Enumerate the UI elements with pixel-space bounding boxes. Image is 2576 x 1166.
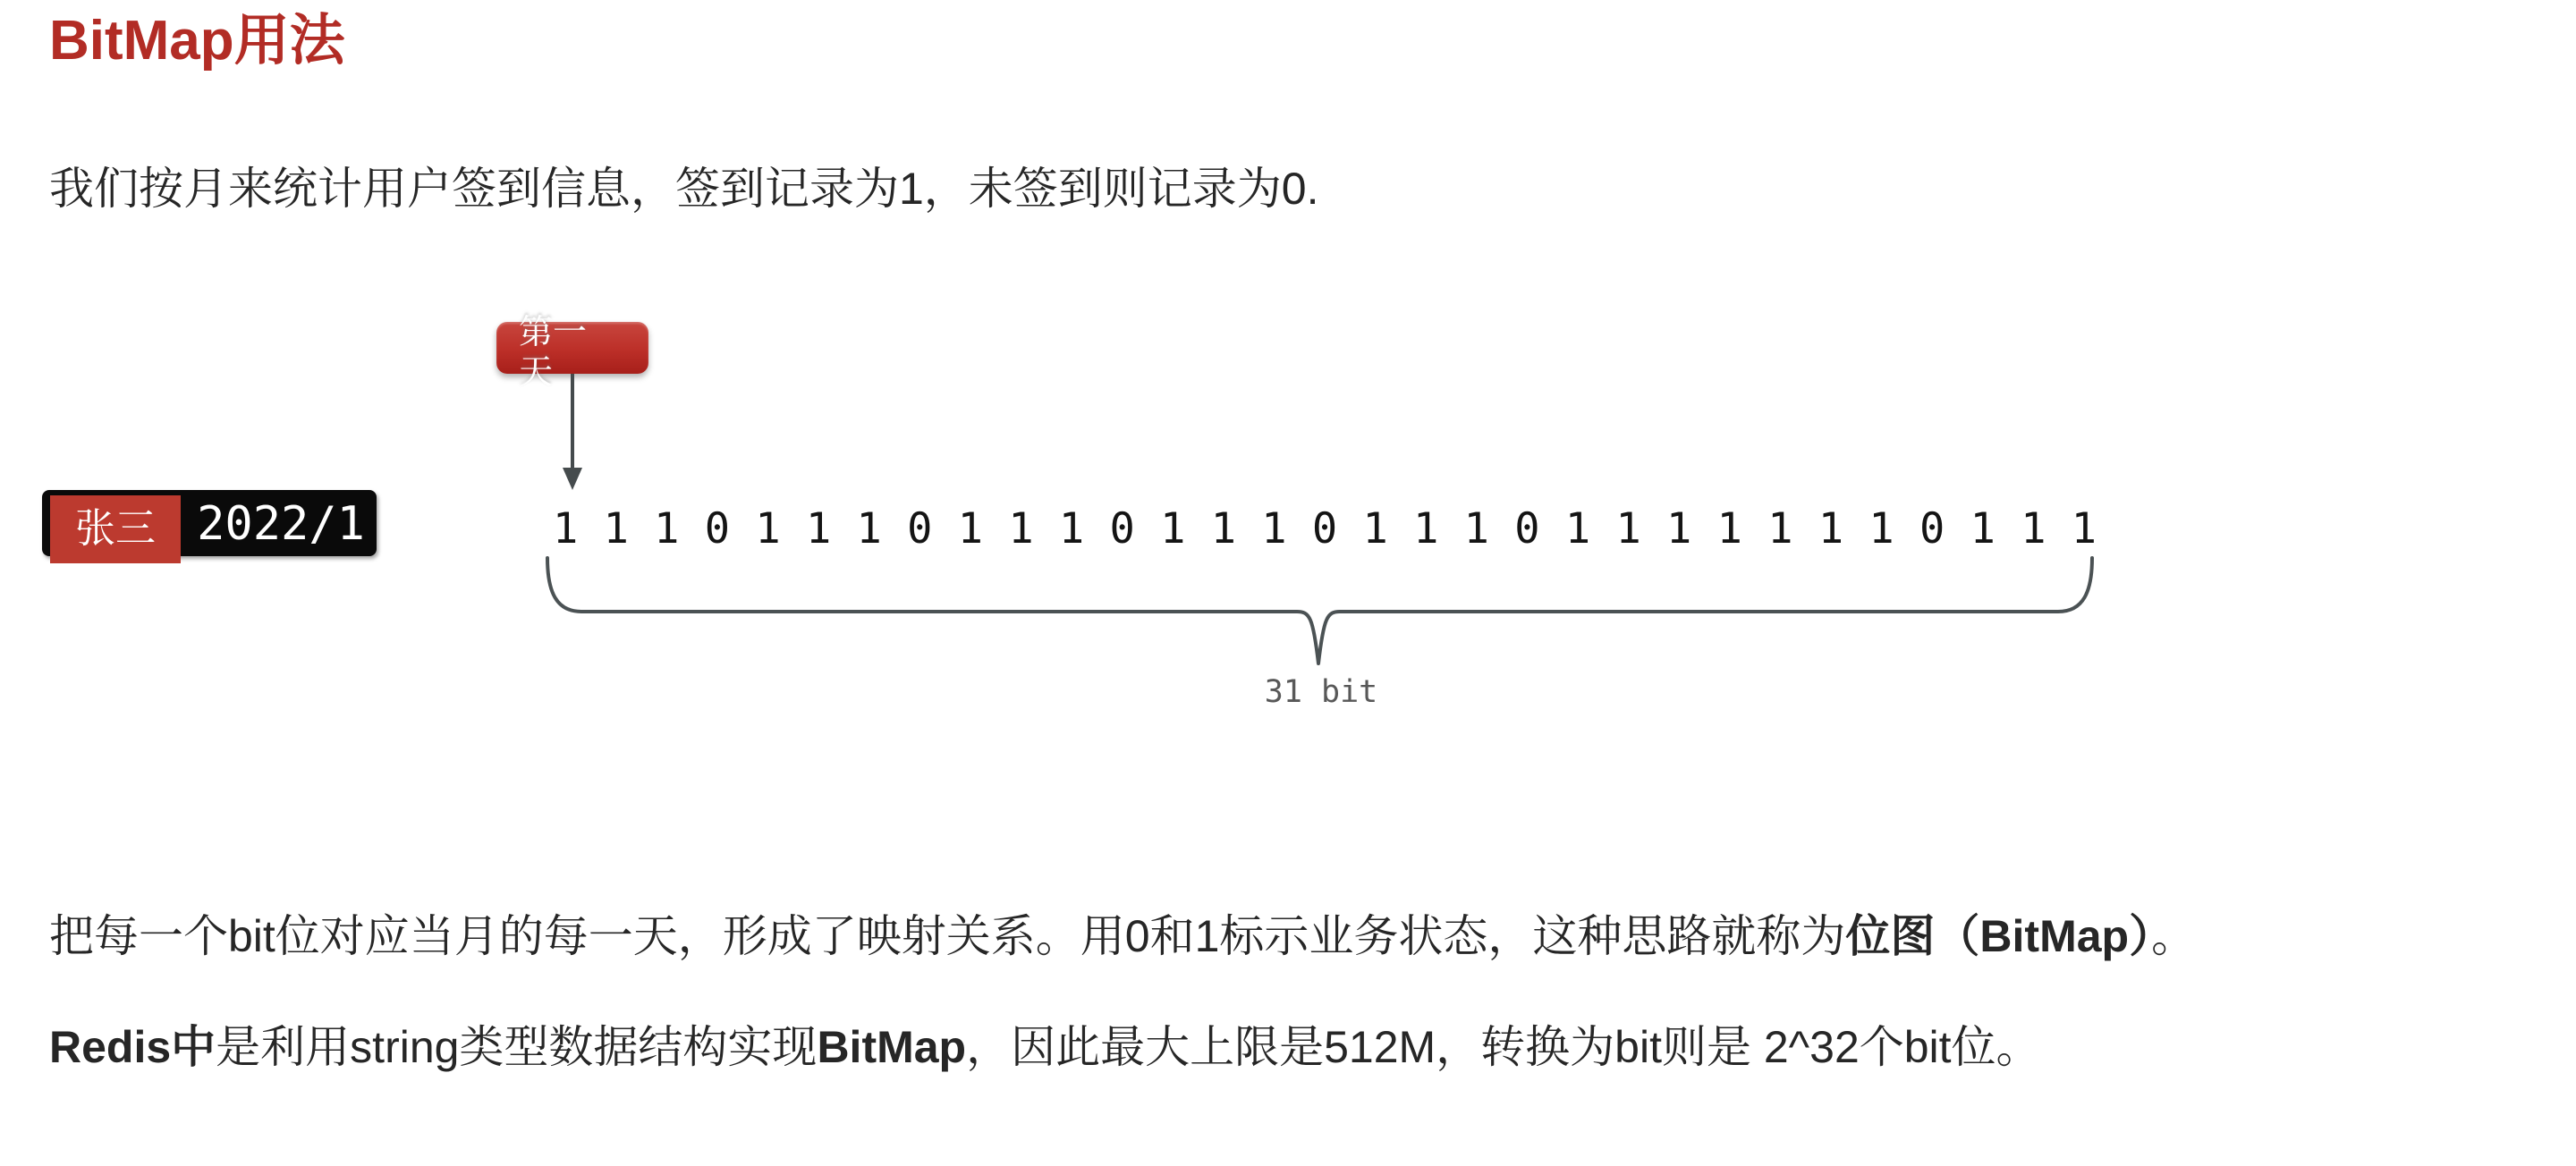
intro-text: 我们按月来统计用户签到信息，签到记录为1，未签到则记录为0. (49, 164, 1319, 214)
user-name-badge: 张三 (50, 495, 181, 563)
down-arrow-icon (562, 374, 583, 492)
p2-regular-1: 是利用string类型数据结构实现 (216, 1022, 818, 1072)
page-title: BitMap用法 (49, 10, 345, 72)
p2-regular-2: ，因此最大上限是512M，转换为bit则是 2^32个bit位。 (966, 1022, 2041, 1072)
user-month-label (42, 490, 377, 556)
bit-count-label: 31 bit (1264, 674, 1378, 710)
p2-bold-bitmap: BitMap (817, 1022, 967, 1072)
p2-bold-redis: Redis中 (49, 1022, 216, 1072)
paragraph-redis-implementation (49, 1016, 2041, 1078)
p1-regular-text: 把每一个bit位对应当月的每一天，形成了映射关系。用0和1标示业务状态，这种思路就称为 (49, 911, 1846, 961)
bit-sequence: 1 1 1 0 1 1 1 0 1 1 1 0 1 1 1 0 1 1 1 0 1 1 1 1 1 1 1 0 1 1 1 (553, 504, 2097, 553)
p1-bold-term: 位图（BitMap） (1845, 911, 2152, 961)
p1-end-punct: 。 (2151, 911, 2197, 961)
first-day-callout-label: 第一天 (519, 314, 588, 392)
paragraph-bitmap-definition (49, 905, 2196, 967)
month-value: 2022/1 (197, 497, 365, 551)
underbrace-shape (544, 554, 2096, 669)
